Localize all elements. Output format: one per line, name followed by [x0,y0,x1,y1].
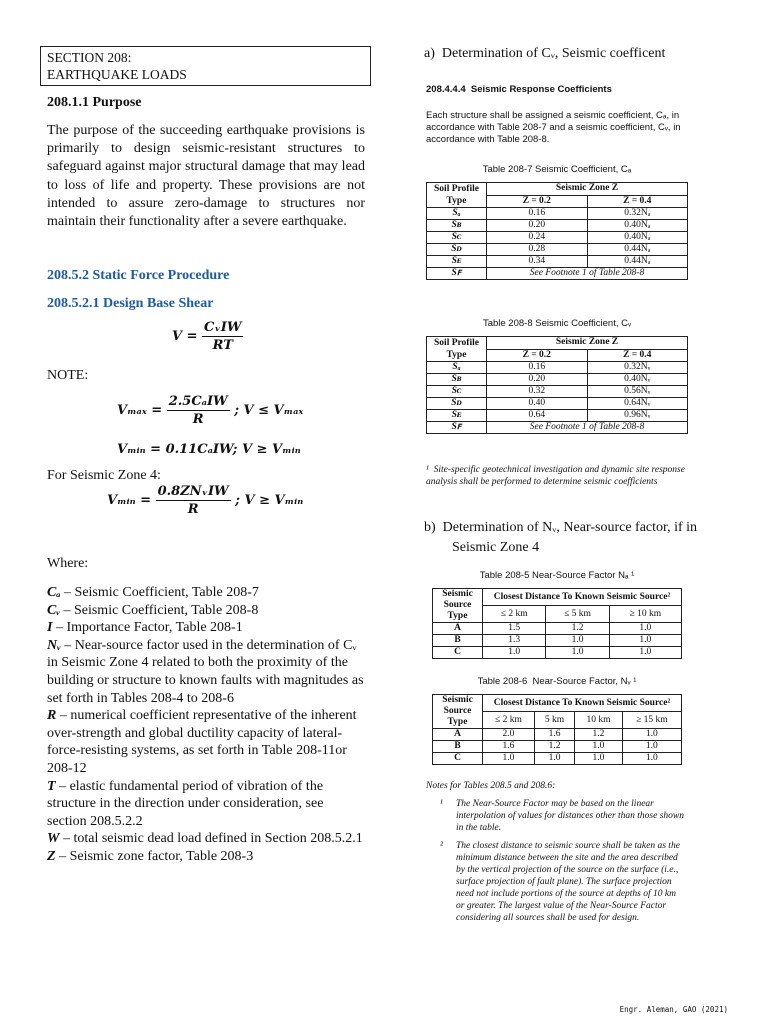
col-header-z2: Z = 0.4 [587,349,688,362]
col-header-dist-1: ≤ 2 km [483,712,535,729]
item-b-heading-line1: b) Determination of Nᵥ, Near-source factor, if in [424,520,698,535]
formula-vmax-fraction [167,394,230,427]
col-header-distance: Closest Distance To Known Seismic Source² [483,589,682,606]
col-header-soil-profile: Soil Profile Type [427,337,487,362]
table-row: Sʙ 0.20 0.40Nᵥ [427,374,688,386]
table-208-8-caption: Table 208-8 Seismic Coefficient, Cᵥ [482,318,632,329]
table-208-6 [432,694,682,765]
definitions-list [47,584,365,866]
formula-v [172,320,243,353]
formula-vmin4-numerator: 0.8ZNᵥIW [157,484,229,499]
formula-vmin: Vₘᵢₙ = 0.11CₐIW; V ≥ Vₘᵢₙ [117,442,301,457]
definition-item: Nᵥ – Near-source factor used in the determination of Cᵥ in Seismic Zone 4 related to both the proximity of the building or structure to known faults with magnitudes as set forth in Tables 208-4 to 208-6 [47,637,364,706]
formula-vmin4-denominator: R [187,502,199,517]
table-row: Sᴄ 0.32 0.56Nᵥ [427,386,688,398]
table-row: Sʙ 0.20 0.40Nₐ [427,220,688,232]
seismic-response-text: Each structure shall be assigned a seismic coefficient, Cₐ, in accordance with Table 208-7 and a seismic coefficient, Cᵥ, in accordance with Table 208-8. [426,110,681,145]
table-208-5 [432,588,682,659]
formula-v-lhs: V = [172,329,198,344]
col-header-seismic-zone: Seismic Zone Z [487,337,688,350]
note-number-2: ² [440,841,443,851]
table-row: B 1.6 1.2 1.0 1.0 [433,741,682,753]
formula-v-fraction [202,320,243,353]
section-number: SECTION 208: [47,50,132,65]
table-208-7 [426,182,688,280]
formula-vmax-numerator: 2.5CₐIW [168,394,228,409]
where-label: Where: [47,556,89,571]
table-row: Sꜰ See Footnote 1 of Table 208-8 [427,268,688,280]
col-header-dist-2: 5 km [534,712,574,729]
col-header-soil-profile: Soil Profile Type [427,183,487,208]
formula-v-numerator: CᵥIW [204,320,242,335]
item-b-heading-line2: Seismic Zone 4 [452,540,540,555]
col-header-distance: Closest Distance To Known Seismic Source² [483,695,682,712]
definition-item: Cᵥ – Seismic Coefficient, Table 208-8 [47,602,259,618]
page-footer-author: Engr. Aleman, GAO (2021) [619,1005,728,1014]
col-header-z1: Z = 0.2 [487,349,588,362]
table-row: A 1.5 1.2 1.0 [433,623,682,635]
col-header-source-type: Seismic Source Type [433,589,483,623]
col-header-seismic-zone: Seismic Zone Z [487,183,688,196]
table-row: C 1.0 1.0 1.0 1.0 [433,753,682,765]
note-2: The closest distance to seismic source shall be taken as the minimum distance between the site and the area described by the vertical projection of the source on the surface (i.e., surface projection of fault plane). The surface projection need not include portions of the source at depths of 10 km or greater. The largest value of the Near-Source Factor considering all sources shall be used for design. [456,841,680,923]
table-208-5-caption: Table 208-5 Near-Source Factor Nₐ ¹ [479,570,635,581]
notes-title: Notes for Tables 208.5 and 208.6: [426,781,556,791]
definition-item: Cₐ – Seismic Coefficient, Table 208-7 [47,585,259,600]
table-row: Sꜰ See Footnote 1 of Table 208-8 [427,422,688,434]
note-1: The Near-Source Factor may be based on the linear interpolation of values for distances other than those shown in the table. [456,799,684,833]
definition-item: T – elastic fundamental period of vibration of the structure in the direction under consideration, see section 208.5.2.2 [47,778,324,829]
table-208-8 [426,336,688,434]
formula-vmin4-fraction [156,484,231,517]
table-208-7-caption: Table 208-7 Seismic Coefficient, Cₐ [482,164,632,175]
formula-vmax-condition: ; V ≤ Vₘₐₓ [234,403,304,418]
item-a-heading: a) Determination of Cᵥ, Seismic coefficent [424,46,666,61]
col-header-z2: Z = 0.4 [587,195,688,208]
table-208-6-caption: Table 208-6 Near-Source Factor, Nᵥ ¹ [477,676,637,687]
table-row: Sᴅ 0.28 0.44Nₐ [427,244,688,256]
formula-vmin-zone4 [107,484,303,517]
definition-item: W – total seismic dead load defined in Section 208.5.2.1 [47,831,363,847]
purpose-heading: 208.1.1 Purpose [47,95,142,110]
note-number-1: ¹ [440,799,443,809]
col-header-dist-3: 10 km [575,712,623,729]
col-header-source-type: Seismic Source Type [433,695,483,729]
table-row: Sᴅ 0.40 0.64Nᵥ [427,398,688,410]
table-row: A 2.0 1.6 1.2 1.0 [433,729,682,741]
table-208-8-footnote: ¹ Site-specific geotechnical investigation and dynamic site response analysis shall be performed to determine seismic coefficients [426,465,685,487]
table-row: Sₐ 0.16 0.32Nᵥ [427,362,688,374]
formula-vmax [117,394,303,427]
formula-vmin4-lhs: Vₘᵢₙ = [107,493,152,508]
col-header-z1: Z = 0.2 [487,195,588,208]
col-header-dist-4: ≥ 15 km [622,712,681,729]
formula-v-denominator: RT [212,338,233,353]
table-row: Sₐ 0.16 0.32Nₐ [427,208,688,220]
table-row: Sᴄ 0.24 0.40Nₐ [427,232,688,244]
col-header-dist-3: ≥ 10 km [609,606,681,623]
definition-item: Z – Seismic zone factor, Table 208-3 [47,848,254,864]
formula-vmax-denominator: R [192,412,204,427]
formula-vmax-lhs: Vₘₐₓ = [117,403,163,418]
section-title: EARTHQUAKE LOADS [47,67,187,82]
col-header-dist-1: ≤ 2 km [483,606,546,623]
definition-item: R – numerical coefficient representative of the inherent over-strength and global ductility capacity of lateral-force-resisting systems, as set forth in Table 208-11or 208-12 [47,708,357,776]
note-label: NOTE: [47,368,89,383]
seismic-response-heading: 208.4.4.4 Seismic Response Coefficients [426,84,612,95]
static-force-heading: 208.5.2 Static Force Procedure [47,268,230,283]
section-header-box [40,46,371,86]
table-row: B 1.3 1.0 1.0 [433,635,682,647]
formula-vmin4-condition: ; V ≥ Vₘᵢₙ [235,493,304,508]
definition-item: I – Importance Factor, Table 208-1 [47,620,243,636]
zone4-label: For Seismic Zone 4: [47,468,161,483]
col-header-dist-2: ≤ 5 km [546,606,609,623]
purpose-paragraph: The purpose of the succeeding earthquake provisions is primarily to design seismic-resistant structures to safeguard against major structural damage that may lead to loss of life and property. These provisions are not intended to assure zero-damage to structures nor maintain their functionality after a severe earthquake. [47,123,365,230]
design-base-shear-heading: 208.5.2.1 Design Base Shear [47,296,214,311]
table-row: Sᴇ 0.64 0.96Nᵥ [427,410,688,422]
table-row: Sᴇ 0.34 0.44Nₐ [427,256,688,268]
table-row: C 1.0 1.0 1.0 [433,647,682,659]
